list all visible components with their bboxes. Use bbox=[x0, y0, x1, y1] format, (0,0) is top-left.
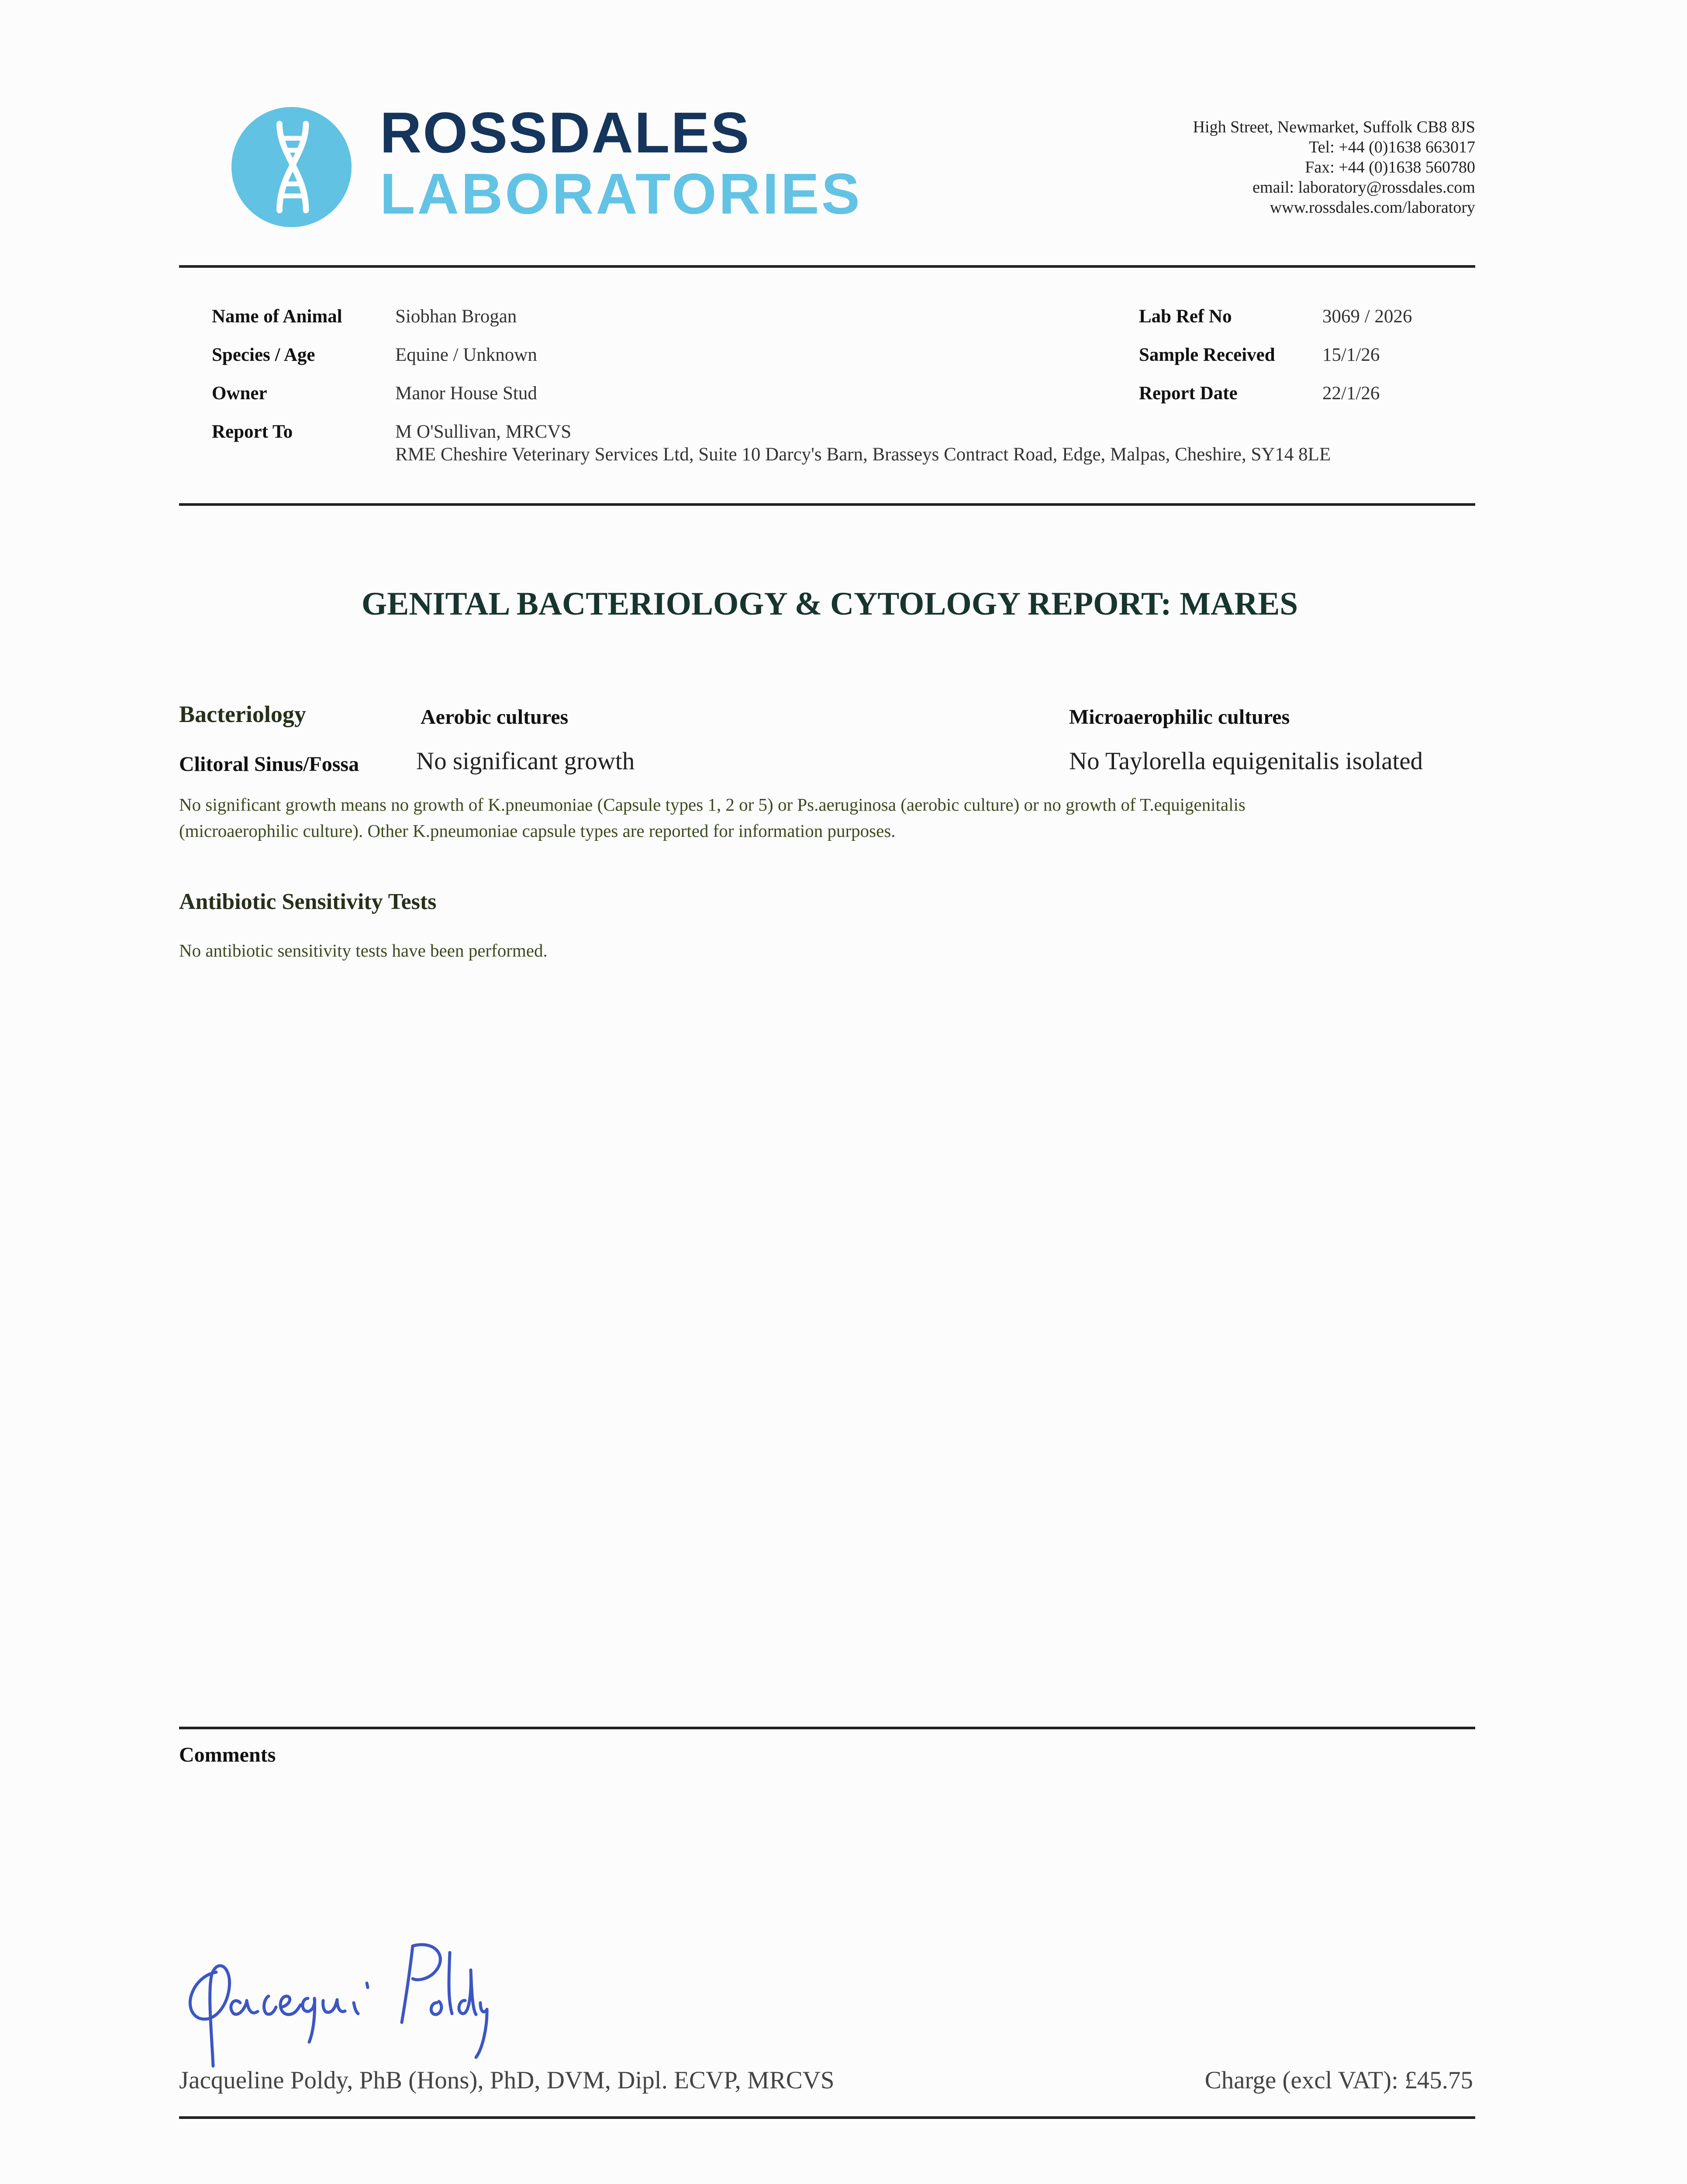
report-to-address: RME Cheshire Veterinary Services Ltd, Suite 10 Darcy's Barn, Brasseys Contract Road, Edge, Malpas, Cheshire, SY14 8LE bbox=[395, 444, 1331, 465]
aerobic-result: No significant growth bbox=[416, 747, 635, 775]
contact-block bbox=[1193, 117, 1475, 218]
species-value: Equine / Unknown bbox=[395, 345, 537, 365]
owner-value: Manor House Stud bbox=[395, 383, 537, 404]
sensitivity-text: No antibiotic sensitivity tests have been performed. bbox=[179, 940, 548, 961]
species-label: Species / Age bbox=[212, 345, 315, 365]
note-line-2: (microaerophilic culture). Other K.pneumoniae capsule types are reported for information purposes. bbox=[179, 821, 896, 841]
report-title: GENITAL BACTERIOLOGY & CYTOLOGY REPORT: MARES bbox=[361, 586, 1298, 622]
signatory-name: Jacqueline Poldy, PhB (Hons), PhD, DVM, Dipl. ECVP, MRCVS bbox=[179, 2067, 835, 2094]
report-date-label: Report Date bbox=[1139, 383, 1238, 404]
bacteriology-note bbox=[179, 791, 1485, 844]
microaerophilic-heading: Microaerophilic cultures bbox=[1069, 705, 1290, 729]
site-label: Clitoral Sinus/Fossa bbox=[179, 753, 359, 776]
header-divider bbox=[179, 265, 1475, 268]
logo bbox=[231, 107, 352, 227]
footer-divider bbox=[179, 2116, 1475, 2119]
contact-website: www.rossdales.com/laboratory bbox=[1270, 198, 1475, 217]
sample-received-value: 15/1/26 bbox=[1322, 345, 1380, 365]
name-label: Name of Animal bbox=[212, 306, 342, 327]
report-to-label: Report To bbox=[212, 422, 293, 442]
charge-text: Charge (excl VAT): £45.75 bbox=[1204, 2067, 1473, 2094]
contact-address: High Street, Newmarket, Suffolk CB8 8JS bbox=[1193, 118, 1475, 136]
dna-helix-icon bbox=[231, 107, 352, 227]
bacteriology-heading: Bacteriology bbox=[179, 701, 306, 727]
report-date-value: 22/1/26 bbox=[1322, 383, 1380, 404]
aerobic-heading: Aerobic cultures bbox=[421, 705, 569, 729]
brand-name-line2: LABORATORIES bbox=[380, 162, 862, 226]
name-value: Siobhan Brogan bbox=[395, 306, 517, 327]
contact-fax: Fax: +44 (0)1638 560780 bbox=[1305, 158, 1475, 176]
info-divider bbox=[179, 503, 1475, 506]
note-line-1: No significant growth means no growth of K.pneumoniae (Capsule types 1, 2 or 5) or Ps.aeruginosa (aerobic culture) or no growth of T.equigenitalis bbox=[179, 795, 1245, 815]
handwritten-signature bbox=[175, 1922, 489, 2070]
brand-name-line1: ROSSDALES bbox=[380, 100, 751, 165]
microaerophilic-result: No Taylorella equigenitalis isolated bbox=[1069, 747, 1423, 775]
sample-received-label: Sample Received bbox=[1139, 345, 1275, 365]
report-to-name: M O'Sullivan, MRCVS bbox=[395, 422, 572, 442]
contact-email: email: laboratory@rossdales.com bbox=[1252, 178, 1475, 197]
lab-ref-label: Lab Ref No bbox=[1139, 306, 1232, 327]
comments-heading: Comments bbox=[179, 1743, 276, 1766]
contact-tel: Tel: +44 (0)1638 663017 bbox=[1309, 138, 1475, 156]
sensitivity-heading: Antibiotic Sensitivity Tests bbox=[179, 889, 437, 914]
comments-divider bbox=[179, 1727, 1475, 1729]
lab-ref-value: 3069 / 2026 bbox=[1322, 306, 1412, 327]
owner-label: Owner bbox=[212, 383, 267, 404]
